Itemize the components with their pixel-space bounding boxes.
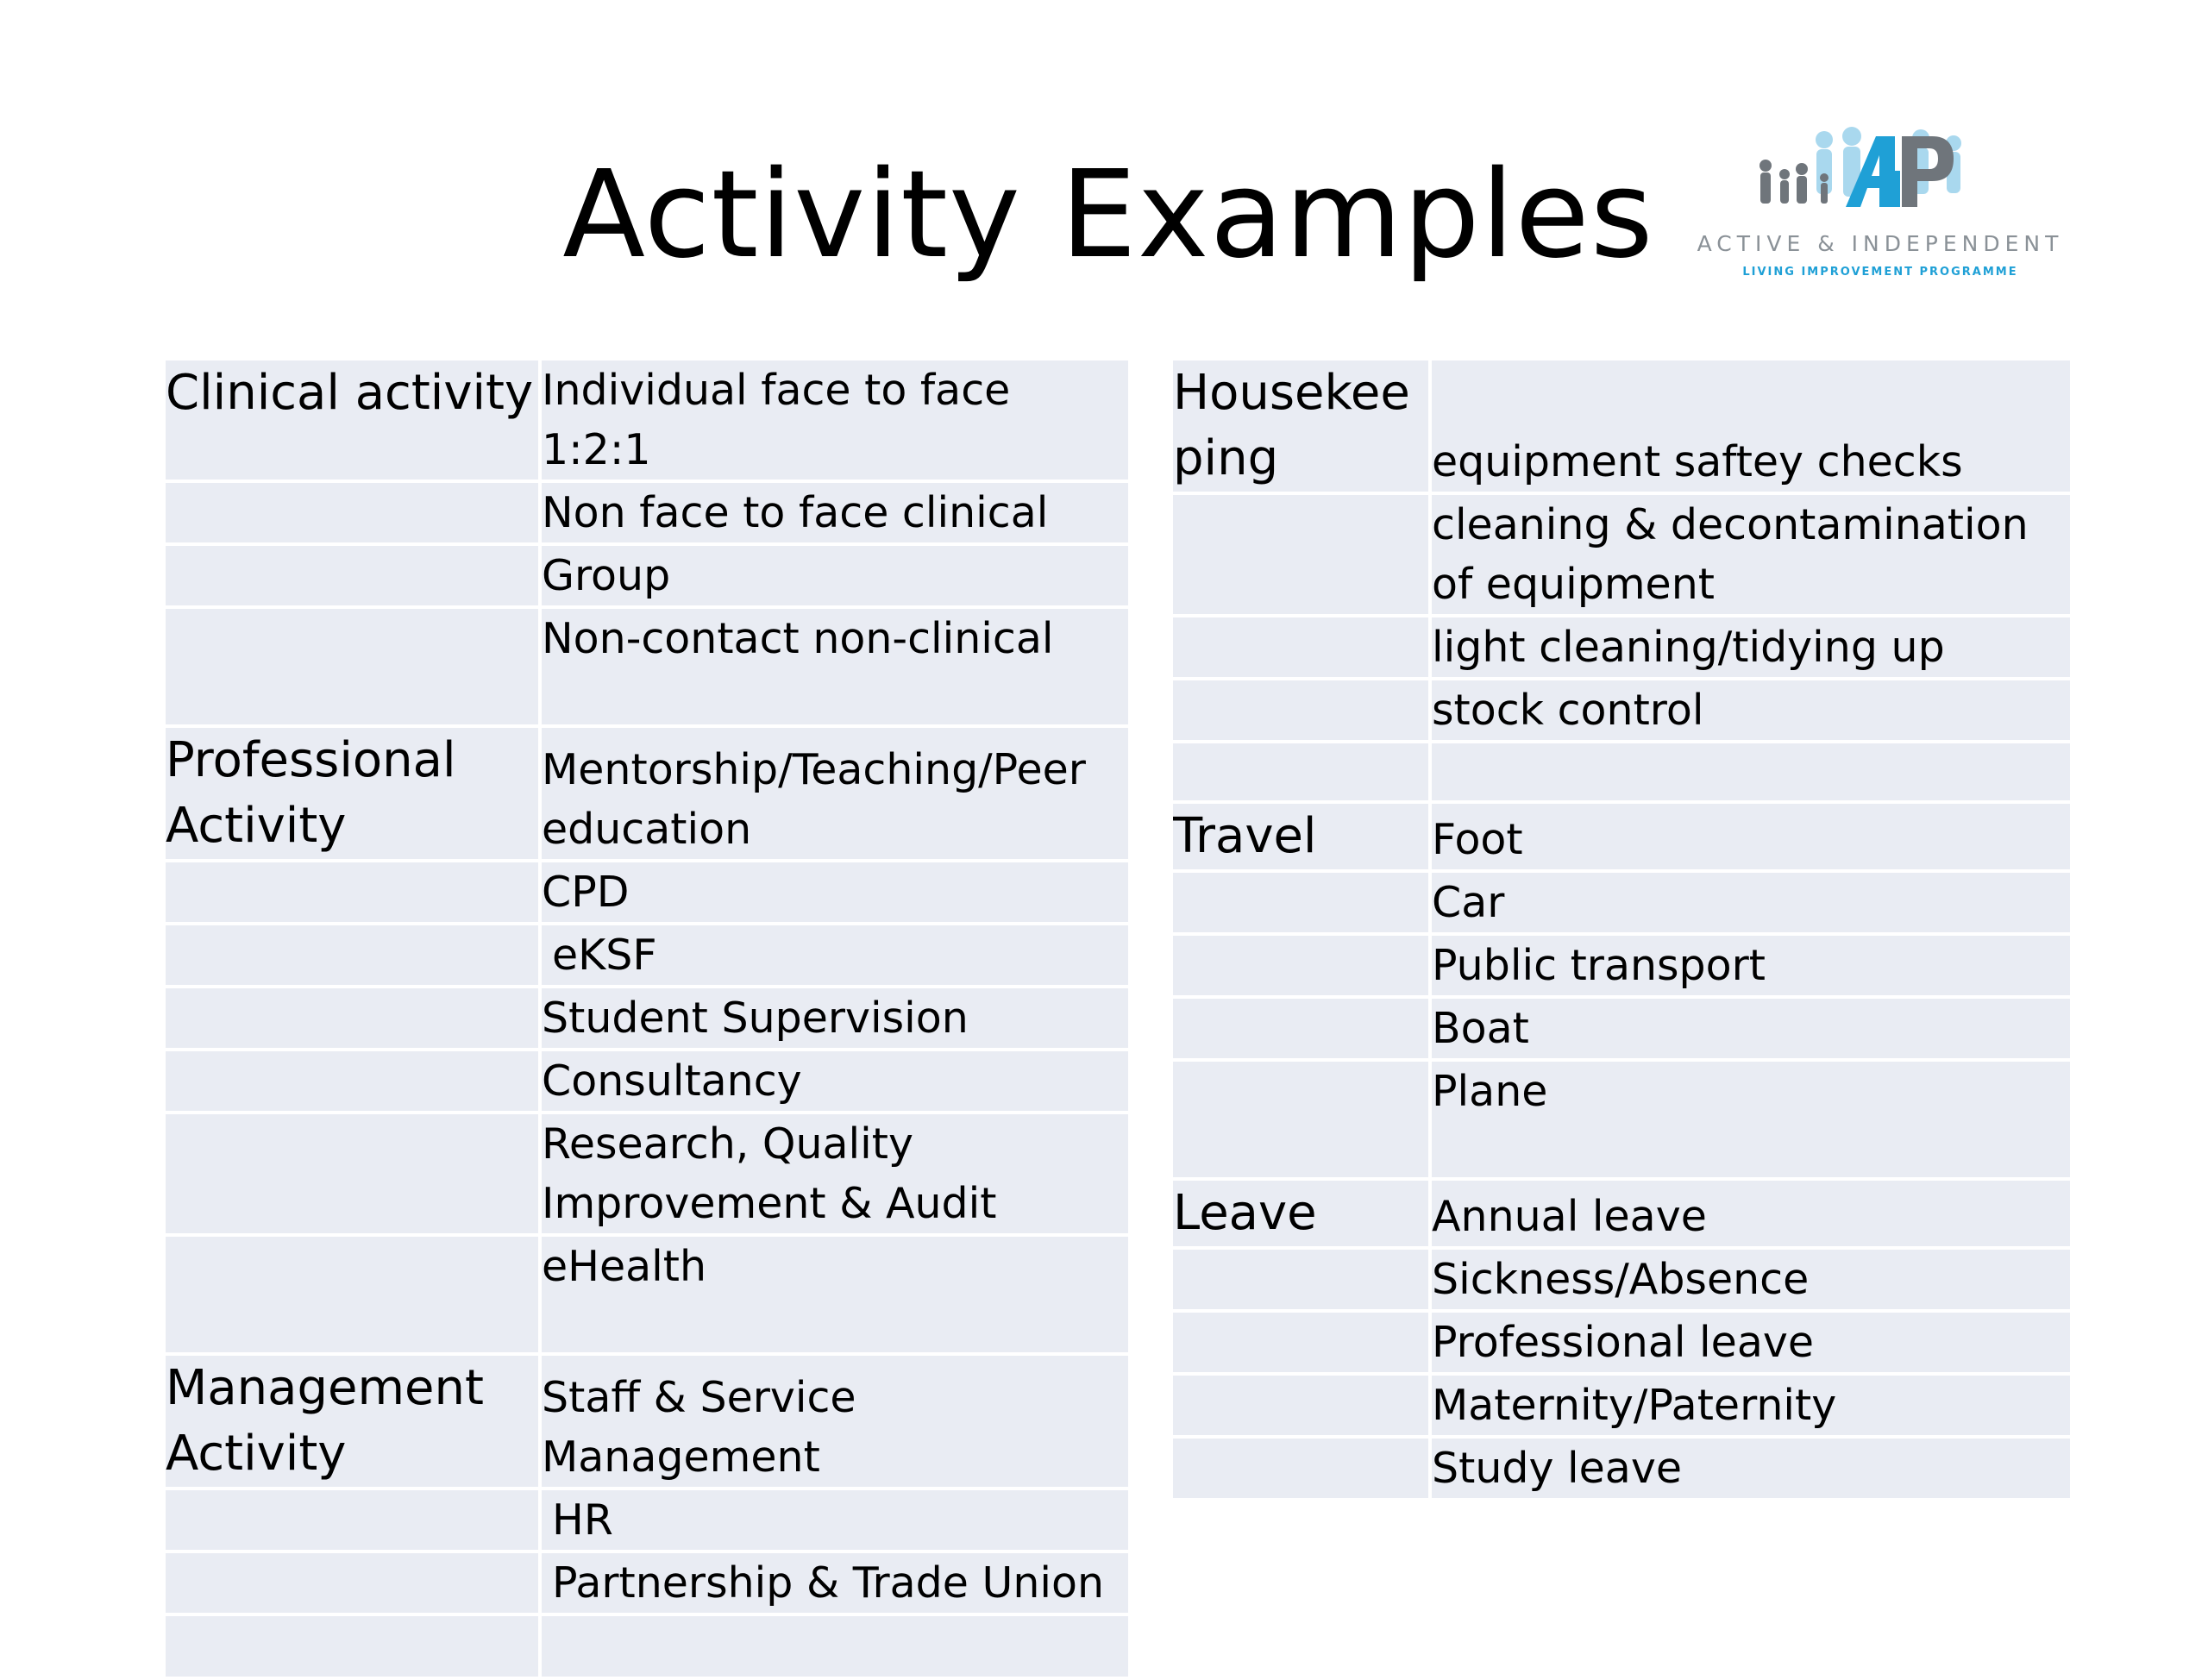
table-row — [166, 1114, 1128, 1233]
category-cell — [1173, 1439, 1428, 1498]
category-cell — [1173, 936, 1428, 995]
item-cell: light cleaning/tidying up — [1428, 617, 2070, 677]
item-cell: eHealth — [538, 1237, 1128, 1352]
category-cell — [166, 988, 538, 1048]
slide-title: Activity Examples — [562, 145, 1654, 285]
category-cell — [166, 1553, 538, 1613]
category-cell: Housekeeping — [1173, 360, 1428, 492]
table-row — [1173, 1250, 2070, 1309]
item-cell: stock control — [1428, 680, 2070, 740]
item-cell: Non face to face clinical — [538, 483, 1128, 542]
family-figures-icon — [1695, 121, 2066, 233]
item-cell: Consultancy — [538, 1051, 1128, 1111]
table-row — [1173, 1313, 2070, 1372]
item-cell: equipment saftey checks — [1428, 360, 2070, 492]
category-cell: Management Activity — [166, 1356, 538, 1487]
category-cell — [1173, 743, 1428, 800]
table-row — [166, 988, 1128, 1048]
aip-logo — [1695, 121, 2066, 285]
table-row — [1173, 743, 2070, 800]
category-cell — [1173, 999, 1428, 1058]
category-cell — [166, 546, 538, 605]
category-cell: Clinical activity — [166, 360, 538, 480]
table-row — [1173, 804, 2070, 869]
category-cell — [166, 925, 538, 985]
item-cell: HR — [538, 1490, 1128, 1550]
item-cell: Annual leave — [1428, 1181, 2070, 1246]
table-row — [1173, 1181, 2070, 1246]
table-row — [1173, 936, 2070, 995]
logo-tagline: ACTIVE & INDEPENDENT — [1697, 231, 2064, 256]
left-activity-table — [166, 357, 1128, 1680]
item-cell: Maternity/Paternity — [1428, 1376, 2070, 1435]
table-row — [166, 483, 1128, 542]
item-cell: Group — [538, 546, 1128, 605]
category-cell: Travel — [1173, 804, 1428, 869]
table-row — [1173, 1439, 2070, 1498]
category-cell — [166, 1616, 538, 1677]
category-cell — [166, 483, 538, 542]
table-row — [166, 1553, 1128, 1613]
category-cell: Professional Activity — [166, 728, 538, 859]
table-row — [166, 1616, 1128, 1677]
item-cell: Student Supervision — [538, 988, 1128, 1048]
item-cell: eKSF — [538, 925, 1128, 985]
item-cell: Boat — [1428, 999, 2070, 1058]
table-row — [1173, 617, 2070, 677]
item-cell: Foot — [1428, 804, 2070, 869]
table-row — [1173, 1376, 2070, 1435]
table-row — [166, 360, 1128, 480]
table-row — [166, 728, 1128, 859]
item-cell: CPD — [538, 862, 1128, 922]
item-cell: Professional leave — [1428, 1313, 2070, 1372]
item-cell: Study leave — [1428, 1439, 2070, 1498]
table-row — [1173, 495, 2070, 614]
table-row — [166, 925, 1128, 985]
category-cell — [166, 862, 538, 922]
item-cell: Partnership & Trade Union — [538, 1553, 1128, 1613]
table-row — [166, 862, 1128, 922]
table-row — [166, 1237, 1128, 1352]
table-row — [1173, 873, 2070, 932]
table-row — [1173, 680, 2070, 740]
item-cell: Public transport — [1428, 936, 2070, 995]
table-row — [1173, 360, 2070, 492]
item-cell: Staff & Service Management — [538, 1356, 1128, 1487]
item-cell: Car — [1428, 873, 2070, 932]
category-cell — [166, 1490, 538, 1550]
table-row — [166, 1490, 1128, 1550]
category-cell — [166, 1051, 538, 1111]
right-activity-table — [1173, 357, 2070, 1501]
category-cell — [166, 609, 538, 724]
table-row — [1173, 999, 2070, 1058]
category-cell — [1173, 1250, 1428, 1309]
category-cell: Leave — [1173, 1181, 1428, 1246]
item-cell: Non-contact non-clinical — [538, 609, 1128, 724]
category-cell — [1173, 617, 1428, 677]
category-cell — [1173, 495, 1428, 614]
category-cell — [1173, 680, 1428, 740]
item-cell — [538, 1616, 1128, 1677]
category-cell — [166, 1237, 538, 1352]
item-cell: Research, Quality Improvement & Audit — [538, 1114, 1128, 1233]
item-cell: Sickness/Absence — [1428, 1250, 2070, 1309]
logo-subtagline: LIVING IMPROVEMENT PROGRAMME — [1742, 266, 2018, 279]
table-row — [166, 1051, 1128, 1111]
item-cell: Individual face to face 1:2:1 — [538, 360, 1128, 480]
item-cell: Plane — [1428, 1062, 2070, 1177]
category-cell — [166, 1114, 538, 1233]
table-row — [166, 1356, 1128, 1487]
category-cell — [1173, 1376, 1428, 1435]
table-row — [166, 609, 1128, 724]
table-row — [1173, 1062, 2070, 1177]
table-row — [166, 546, 1128, 605]
item-cell: cleaning & decontamination of equipment — [1428, 495, 2070, 614]
category-cell — [1173, 1062, 1428, 1177]
item-cell: Mentorship/Teaching/Peer education — [538, 728, 1128, 859]
category-cell — [1173, 1313, 1428, 1372]
item-cell — [1428, 743, 2070, 800]
category-cell — [1173, 873, 1428, 932]
